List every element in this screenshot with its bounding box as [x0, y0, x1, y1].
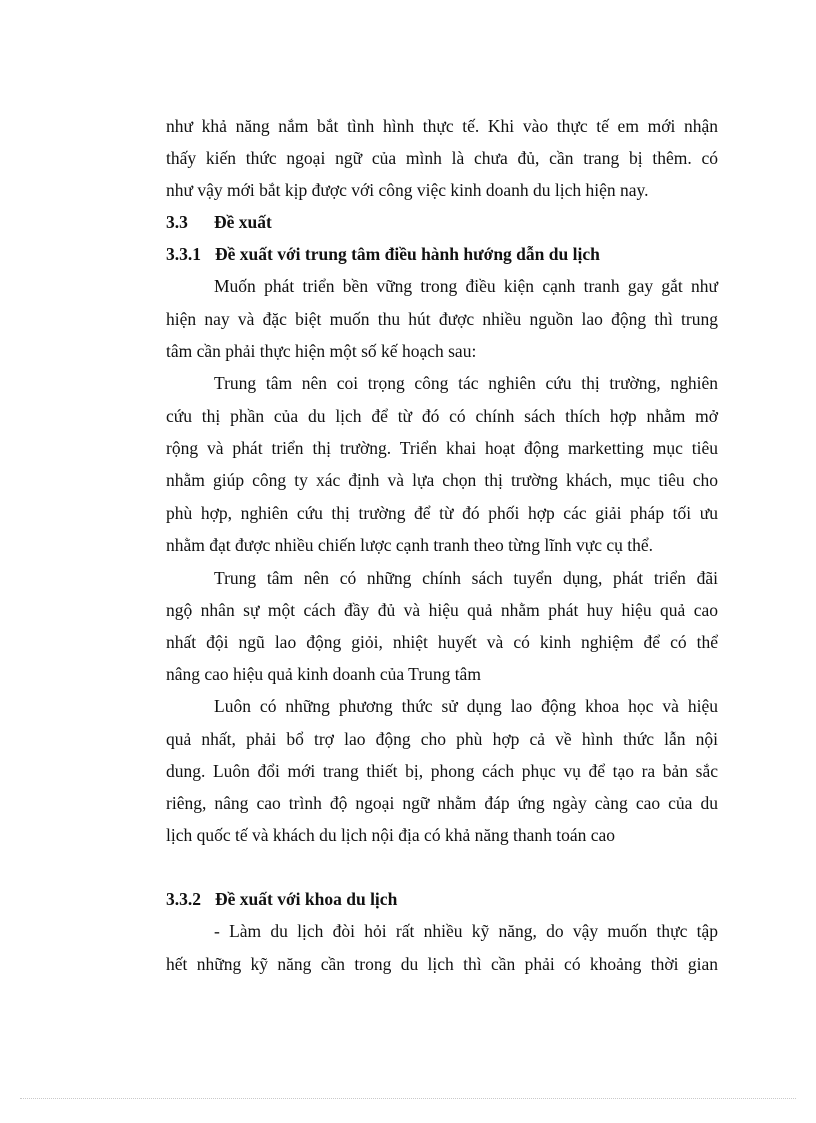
paragraph-line: Muốn phát triển bền vững trong điều kiện cạnh tranh gay gắt như: [214, 276, 718, 296]
paragraph-line: lịch quốc tế và khách du lịch nội địa có khả năng thanh toán cao: [166, 825, 616, 845]
paragraph-line: cứu thị phần của du lịch để từ đó có chính sách thích hợp nhằm mở: [166, 406, 718, 426]
section-title: Đề xuất: [214, 212, 272, 232]
paragraph-line: nâng cao hiệu quả kinh doanh của Trung tâm: [166, 664, 481, 684]
paragraph-line: phù hợp, nghiên cứu thị trường để từ đó phối hợp các giải pháp tối ưu: [166, 503, 718, 523]
paragraph-line: thấy kiến thức ngoại ngữ của mình là chưa đủ, cần trang bị thêm. có: [166, 148, 718, 168]
paragraph-line: rộng và phát triển thị trường. Triển khai hoạt động marketting mục tiêu: [166, 438, 718, 458]
paragraph-line: như vậy mới bắt kịp được với công việc kinh doanh du lịch hiện nay.: [166, 180, 649, 200]
section-heading-3-3-2: [166, 888, 397, 910]
paragraph-line: Trung tâm nên có những chính sách tuyển dụng, phát triển đãi: [214, 568, 718, 588]
section-number: 3.3.2: [166, 889, 201, 909]
paragraph-line: tâm cần phải thực hiện một số kế hoạch sau:: [166, 341, 477, 361]
section-number: 3.3: [166, 212, 188, 232]
paragraph-line: như khả năng nắm bắt tình hình thực tế. Khi vào thực tế em mới nhận: [166, 116, 718, 136]
section-heading-3-3-1: [166, 243, 600, 265]
paragraph-line: hết những kỹ năng cần trong du lịch thì cần phải có khoảng thời gian: [166, 954, 718, 974]
section-title: Đề xuất với khoa du lịch: [215, 889, 398, 909]
paragraph-line: nhằm giúp công ty xác định và lựa chọn thị trường khách, mục tiêu cho: [166, 470, 718, 490]
paragraph-line: ngộ nhân sự một cách đầy đủ và hiệu quả nhằm phát huy hiệu quả cao: [166, 600, 718, 620]
section-title: Đề xuất với trung tâm điều hành hướng dẫn du lịch: [215, 244, 600, 264]
paragraph-line: Trung tâm nên coi trọng công tác nghiên cứu thị trường, nghiên: [214, 373, 718, 393]
paragraph-line: hiện nay và đặc biệt muốn thu hút được nhiều nguồn lao động thì trung: [166, 309, 718, 329]
paragraph-line: Luôn có những phương thức sử dụng lao động khoa học và hiệu: [214, 696, 718, 716]
paragraph-line: riêng, nâng cao trình độ ngoại ngữ nhằm đáp ứng ngày càng cao của du: [166, 793, 718, 813]
page-footer-divider: [20, 1098, 796, 1099]
section-heading-3-3: [166, 211, 272, 233]
paragraph-line: nhằm đạt được nhiều chiến lược cạnh tranh theo từng lĩnh vực cụ thể.: [166, 535, 654, 555]
paragraph-line: - Làm du lịch đòi hỏi rất nhiều kỹ năng, do vậy muốn thực tập: [214, 921, 718, 941]
paragraph-line: dung. Luôn đổi mới trang thiết bị, phong cách phục vụ để tạo ra bản sắc: [166, 761, 718, 781]
paragraph-line: nhất đội ngũ lao động giỏi, nhiệt huyết và có kinh nghiệm để có thể: [166, 632, 718, 652]
paragraph-line: quả nhất, phải bổ trợ lao động cho phù hợp cả về hình thức lẫn nội: [166, 729, 718, 749]
section-number: 3.3.1: [166, 244, 201, 264]
